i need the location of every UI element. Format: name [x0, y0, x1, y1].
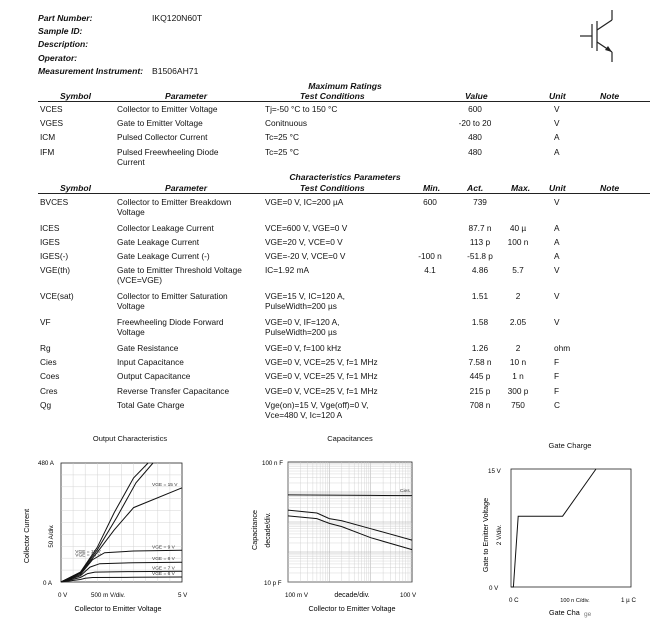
col-symbol: Symbol — [60, 91, 92, 101]
col-note: Note — [600, 91, 620, 101]
cell-p2: Voltage — [117, 301, 145, 311]
col-act: Act. — [467, 183, 484, 193]
cell-max: 750 — [511, 400, 525, 410]
cell-symbol: ICES — [40, 223, 60, 233]
cell-min: -100 n — [418, 251, 442, 261]
x-tick-right: 1 µ C — [621, 597, 636, 604]
x-tick-mid: 100 n C/div. — [560, 598, 590, 604]
series-label: VGE = 15 V — [152, 482, 178, 488]
y-axis-unit: decade/div. — [265, 512, 272, 548]
igbt-transistor-symbol-icon — [578, 8, 630, 64]
cell-max: 100 n — [507, 237, 529, 247]
x-tick-mid: 500 m V/div. — [91, 592, 125, 599]
series-line — [511, 469, 596, 587]
capacitance-chart — [240, 450, 430, 620]
cell-t1: VGE=15 V, IC=120 A, — [265, 291, 345, 301]
cell-t1: VGE=-20 V, VCE=0 V — [265, 251, 346, 261]
series-label: VGE = 9 V — [152, 545, 175, 551]
x-axis-label-tail: ge — [584, 611, 592, 618]
cell-unit: F — [554, 371, 560, 381]
cell-act: 7.58 n — [468, 357, 492, 367]
col-min: Min. — [423, 183, 441, 193]
col-unit: Unit — [549, 183, 566, 193]
plot-frame — [511, 469, 631, 587]
y-axis-label: Gate to Emitter Voltage — [481, 497, 490, 573]
col-unit: Unit — [549, 91, 566, 101]
cell-symbol: Cres — [40, 386, 58, 396]
col-parameter: Parameter — [165, 183, 208, 193]
cell-p2: Voltage — [117, 207, 145, 217]
cell-unit: V — [554, 317, 560, 327]
cell-p1: Collector to Emitter Breakdown — [117, 197, 232, 207]
cell-max: 40 µ — [509, 223, 527, 233]
y-tick-bottom: 10 p F — [264, 580, 282, 587]
cell-p1: Total Gate Charge — [117, 400, 185, 410]
cell-t1: Vge(on)=15 V, Vge(off)=0 V, — [265, 400, 369, 410]
cell-unit: V — [554, 291, 560, 301]
cell-t1: VGE=0 V, VCE=25 V, f=1 MHz — [265, 357, 378, 367]
cell-act: 708 n — [469, 400, 491, 410]
cell-act: 113 p — [469, 237, 491, 247]
cell-act: 739 — [473, 197, 487, 207]
cell-p1: Collector Leakage Current — [117, 223, 214, 233]
cell-act: 4.86 — [471, 265, 489, 275]
y-tick-bottom: 0 V — [489, 585, 499, 592]
output-chart-title: Output Characteristics — [92, 434, 168, 443]
cell-p1: Gate Leakage Current (-) — [117, 251, 210, 261]
y-axis-unit: 2 V/div. — [496, 524, 503, 546]
col-max: Max. — [511, 183, 531, 193]
cell-act: 1.58 — [471, 317, 489, 327]
cell-t1: VGE=20 V, VCE=0 V — [265, 237, 343, 247]
cell-symbol: Rg — [40, 343, 51, 353]
cell-max: 5.7 — [512, 265, 524, 275]
cell-min: 600 — [423, 197, 437, 207]
cell-max: 2 — [515, 343, 521, 353]
y-tick-bottom: 0 A — [43, 580, 52, 587]
cell-symbol: VGE(th) — [40, 265, 70, 275]
col-note: Note — [600, 183, 620, 193]
x-tick-left: 0 C — [509, 597, 519, 604]
cell-symbol: Qg — [40, 400, 52, 410]
cell-symbol: IGES(-) — [40, 251, 69, 261]
cell-t1: VCE=600 V, VGE=0 V — [265, 223, 348, 233]
cell-symbol: VF — [40, 317, 51, 327]
cell-symbol: Coes — [40, 371, 60, 381]
gate-charge-chart — [465, 455, 663, 625]
description-label: Description: — [38, 39, 89, 49]
cell-t1: VGE=0 V, VCE=25 V, f=1 MHz — [265, 386, 378, 396]
cell-act: 1.51 — [471, 291, 489, 301]
cell-t2: PulseWidth=200 µs — [265, 301, 337, 311]
x-tick-left: 100 m V — [285, 592, 309, 599]
x-tick-right: 100 V — [400, 592, 417, 599]
col-symbol: Symbol — [60, 183, 92, 193]
cell-t1: IC=1.92 mA — [265, 265, 310, 275]
char-params-title: Characteristics Parameters — [289, 172, 401, 182]
y-axis-label: Collector Current — [22, 508, 31, 564]
cell-p1: Freewheeling Diode Forward — [117, 317, 224, 327]
x-tick-left: 0 V — [58, 592, 68, 599]
cell-p1: Collector to Emitter Saturation — [117, 291, 228, 301]
operator-label: Operator: — [38, 53, 78, 63]
cell-act: 445 p — [469, 371, 491, 381]
series-line — [288, 516, 412, 550]
cell-symbol: IGES — [40, 237, 60, 247]
cell-unit: A — [554, 223, 560, 233]
cell-unit: ohm — [554, 343, 571, 353]
table-rule — [38, 193, 650, 194]
cap-chart-title: Capacitances — [327, 434, 373, 443]
cell-unit: C — [554, 400, 560, 410]
series-label: VGE = 19 V — [75, 549, 101, 555]
cell-p1: Gate Leakage Current — [117, 237, 200, 247]
cell-p1: Gate Resistance — [117, 343, 179, 353]
y-tick-top: 100 n F — [262, 460, 283, 467]
cell-unit: F — [554, 357, 560, 367]
cell-symbol: Cies — [40, 357, 57, 367]
cell-max: 10 n — [509, 357, 527, 367]
cell-p2: Voltage — [117, 327, 145, 337]
cell-max: 1 n — [512, 371, 524, 381]
cell-max: 300 p — [507, 386, 529, 396]
cell-p1: Input Capacitance — [117, 357, 184, 367]
col-value: Value — [465, 91, 488, 101]
gate-charge-chart-title: Gate Charge — [548, 441, 592, 450]
cell-unit: F — [554, 386, 560, 396]
col-test-conditions: Test Conditions — [300, 91, 365, 101]
max-ratings-title: Maximum Ratings — [308, 81, 382, 91]
cell-unit: A — [554, 251, 560, 261]
instrument-label: Measurement Instrument: — [38, 66, 144, 76]
cell-unit: V — [554, 265, 560, 275]
cell-min: 4.1 — [424, 265, 436, 275]
y-tick-top: 15 V — [488, 468, 501, 475]
instrument-value: B1506AH71 — [152, 66, 199, 76]
cell-t2: PulseWidth=200 µs — [265, 327, 337, 337]
series-label: VGE = 6 V — [152, 572, 175, 578]
cell-unit: A — [554, 237, 560, 247]
cell-symbol: BVCES — [40, 197, 69, 207]
series-label: VGE = 8 V — [152, 557, 175, 563]
y-axis-unit: 50 A/div. — [48, 524, 55, 548]
output-characteristics-chart — [0, 450, 215, 620]
cell-t1: VGE=0 V, VCE=25 V, f=1 MHz — [265, 371, 378, 381]
x-tick-mid: decade/div. — [334, 592, 370, 599]
cell-t1: VGE=0 V, IC=200 µA — [265, 197, 344, 207]
part-number-label: Part Number: — [38, 13, 93, 23]
col-parameter: Parameter — [165, 91, 208, 101]
cell-t1: VGE=0 V, IF=120 A, — [265, 317, 340, 327]
cies-curve-label: Cies — [400, 489, 410, 494]
cell-p1: Gate to Emitter Threshold Voltage — [117, 265, 242, 275]
x-axis-label: Gate Cha — [549, 608, 580, 617]
cell-act: 215 p — [469, 386, 491, 396]
table-rule — [38, 101, 650, 102]
cell-act: 87.7 n — [468, 223, 492, 233]
sample-id-label: Sample ID: — [38, 26, 83, 36]
series-label: VGE = 20 V — [75, 553, 101, 559]
cell-p2: (VCE=VGE) — [117, 275, 162, 285]
cell-symbol: VCE(sat) — [40, 291, 74, 301]
x-tick-right: 5 V — [178, 592, 188, 599]
cell-act: -51.8 p — [467, 251, 493, 261]
cell-unit: V — [554, 197, 560, 207]
cell-max: 2.05 — [509, 317, 527, 327]
cell-p1: Output Capacitance — [117, 371, 191, 381]
cell-act: 1.26 — [471, 343, 489, 353]
part-number-value: IKQ120N60T — [152, 13, 203, 23]
col-test-conditions: Test Conditions — [300, 183, 365, 193]
x-axis-label: Collector to Emitter Voltage — [74, 604, 162, 613]
x-axis-label: Collector to Emitter Voltage — [308, 604, 396, 613]
y-axis-label: Capacitance — [250, 510, 259, 550]
cell-t2: Vce=480 V, Ic=120 A — [265, 410, 343, 420]
y-tick-top: 480 A — [38, 460, 54, 467]
cell-max: 2 — [515, 291, 521, 301]
cell-p1: Reverse Transfer Capacitance — [117, 386, 230, 396]
cell-t1: VGE=0 V, f=100 kHz — [265, 343, 342, 353]
series-label: VGE = 7 V — [152, 566, 175, 572]
